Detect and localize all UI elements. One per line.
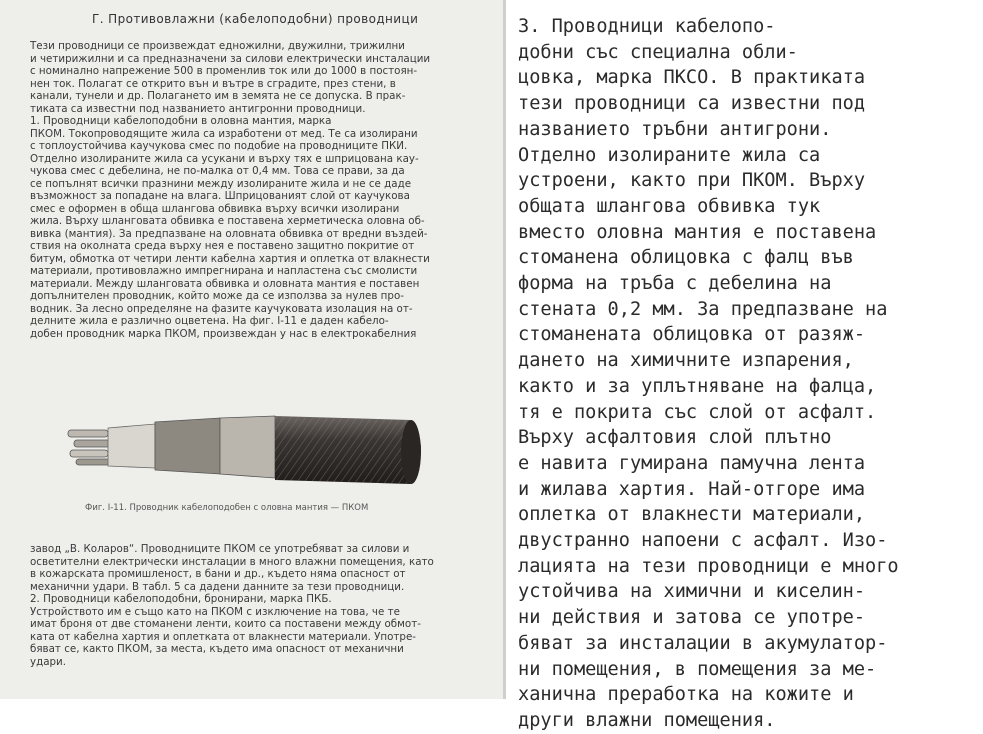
text-line: ханична преработка на кожите и <box>518 684 854 706</box>
text-line: тиката са известни под названието антигронни проводници. <box>30 102 366 115</box>
right-page-text <box>518 14 918 734</box>
text-line: цовка, марка ПКСО. В практиката <box>518 67 866 89</box>
text-line: бяват се, както ПКОМ, за места, където има опасност от механични <box>30 643 404 655</box>
text-line: жила. Върху шланговата обвивка е поставена херметическа оловна об- <box>30 215 425 227</box>
text-line: механични удари. В табл. 5 са дадени данните за тези проводници. <box>30 580 405 593</box>
text-line: лацията на тези проводници е много <box>518 555 899 577</box>
section-heading: Г. Противовлажни (кабелоподобни) проводници <box>92 12 419 26</box>
text-line: допълнителен проводник, който може да се използва за нулев про- <box>30 290 404 302</box>
text-line: двустранно напоени с асфалт. Изо- <box>518 530 888 552</box>
text-line: с топлоустойчива каучукова смес по подобие на проводниците ПКИ. <box>30 140 408 152</box>
text-line: материали, противовлажно импрегнирана и напластена със смолисти <box>30 265 418 277</box>
text-line: канали, тунели и др. Полагането им в земята не се допуска. В прак- <box>30 90 406 102</box>
page-gutter <box>503 0 506 699</box>
cable-figure <box>60 412 440 490</box>
text-line: нен ток. Полагат се открито вън и вътре в сградите, през стени, в <box>30 77 396 90</box>
text-line: ни помещения, в помещения за ме- <box>518 658 877 680</box>
text-line: ствия на околната среда върху нея е поставено защитно покритие от <box>30 240 415 252</box>
text-line: водник. За лесно определяне на фазите каучуковата изолация на от- <box>30 302 413 315</box>
text-line: както и за уплътняване на фалца, <box>518 375 877 397</box>
text-line: материали. Между шланговата обвивка и оловната мантия е поставен <box>30 277 420 290</box>
text-line: тези проводници са известни под <box>518 93 866 115</box>
text-line: Устройството им е също като на ПКОМ с изключение на това, че те <box>30 605 400 618</box>
cable-pkom-icon <box>60 412 440 490</box>
text-line: осветителни електрически инсталации в много влажни помещения, като <box>30 555 434 568</box>
text-line: е навита гумирана памучна лента <box>518 452 866 474</box>
text-line: названието тръбни антигрони. <box>518 118 832 140</box>
text-line: дането на химичните изпарения, <box>518 350 854 372</box>
text-line: 1. Проводници кабелоподобни в оловна мантия, марка <box>30 115 332 127</box>
text-line: смес е оформен в обща шлангова обвивка върху всички изолирани <box>30 202 400 215</box>
text-line: делните жила е различно оцветена. На фиг. I-11 е даден кабело- <box>30 315 389 327</box>
paragraph-top <box>30 40 480 340</box>
text-line: 3. Проводници кабелопо- <box>518 16 776 37</box>
text-line: и четирижилни и са предназначени за силови електрически инсталации <box>30 52 431 65</box>
text-line: вивка (мантия). За предпазване на оловната обвивка от вредни въздей- <box>30 227 428 240</box>
text-line: Отделно изолираните жила са <box>518 144 821 166</box>
text-line: ката от кабелна хартия и оплетката от влакнести материали. Употре- <box>30 630 417 643</box>
text-line: завод „В. Коларов“. Проводниците ПКОМ се употребяват за силови и <box>30 543 410 555</box>
text-line: възможност за попадане на влага. Шприцованият слой от каучукова <box>30 190 410 202</box>
text-line: и жилава хартия. Най-отгоре има <box>518 478 866 500</box>
text-line: имат броня от две стоманени ленти, които са поставени между обмот- <box>30 618 421 630</box>
text-line: ПКОМ. Токопроводящите жила са изработени от мед. Те са изолирани <box>30 127 418 140</box>
paragraph-bottom <box>30 543 480 668</box>
text-line: форма на тръба с дебелина на <box>518 273 832 295</box>
text-line: общата шлангова обвивка тук <box>518 195 821 217</box>
text-line: Върху асфалтовия слой плътно <box>518 427 832 449</box>
text-line: стоманена облицовка с фалц във <box>518 247 854 269</box>
figure-caption: Фиг. I-11. Проводник кабелоподобен с оловна мантия — ПКОМ <box>85 503 369 513</box>
text-line: бяват за инсталации в акумулатор- <box>518 632 888 654</box>
text-line: 2. Проводници кабелоподобни, бронирани, марка ПКБ. <box>30 593 332 605</box>
text-line: устроени, както при ПКОМ. Върху <box>518 170 866 192</box>
text-line: Отделно изолираните жила са усукани и върху тях е шприцована кау- <box>30 152 419 165</box>
text-line: се попълнят всички празнини между изолираните жила и не се даде <box>30 177 412 190</box>
text-line: тя е покрита със слой от асфалт. <box>518 401 877 423</box>
text-line: Тези проводници се произвеждат едножилни, двужилни, трижилни <box>30 40 405 52</box>
text-line: ни действия и затова се употре- <box>518 607 866 629</box>
text-line: други влажни помещения. <box>518 709 776 731</box>
text-line: битум, обмотка от четири ленти кабелна хартия и оплетка от влакнести <box>30 252 430 265</box>
text-line: стената 0,2 мм. За предпазване на <box>518 298 888 320</box>
text-line: добен проводник марка ПКОМ, произвеждан у нас в електрокабелния <box>30 327 417 340</box>
text-line: удари. <box>30 655 67 668</box>
text-line: вместо оловна мантия е поставена <box>518 221 877 243</box>
text-line: оплетка от влакнести материали, <box>518 504 866 526</box>
conductor-ends <box>68 430 110 465</box>
text-line: с номинално напрежение 500 в променлив ток или до 1000 в постоян- <box>30 65 418 77</box>
text-line: устойчива на химични и киселин- <box>518 581 866 603</box>
text-line: в кожарската промишленост, в бани и др., където няма опасност от <box>30 568 406 580</box>
text-line: чукова смес с дебелина, не по-малка от 0,4 мм. Това се прави, за да <box>30 165 405 177</box>
text-line: добни със специална обли- <box>518 41 798 63</box>
text-line: стоманената облицовка от разяж- <box>518 324 866 346</box>
